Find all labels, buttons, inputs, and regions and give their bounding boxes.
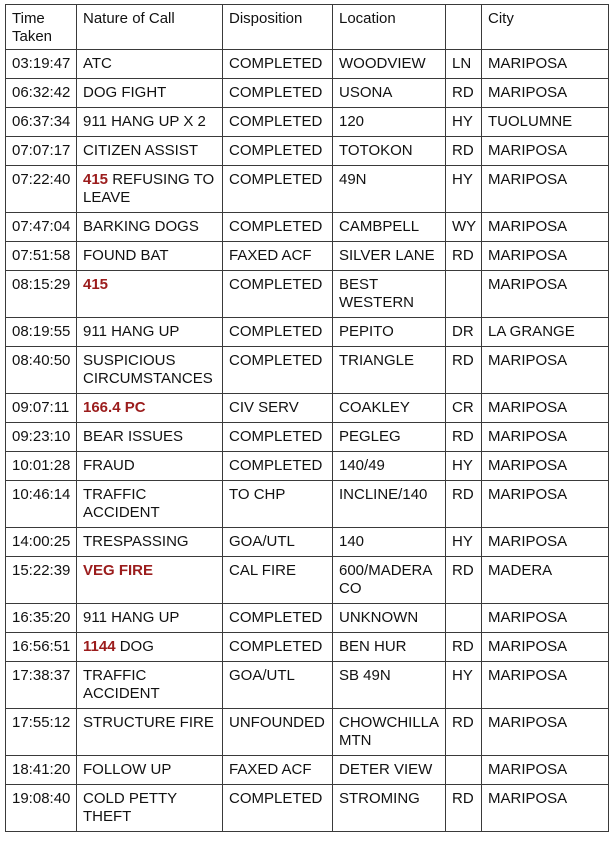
nature-text: FRAUD	[83, 457, 135, 474]
cell-disposition: COMPLETED	[223, 785, 333, 832]
nature-text: TRAFFIC ACCIDENT	[83, 667, 160, 702]
table-row	[6, 166, 609, 213]
cell-time: 18:41:20	[6, 756, 77, 785]
cell-nature	[77, 394, 223, 423]
table-row	[6, 137, 609, 166]
nature-text: DOG	[119, 638, 154, 655]
table-row	[6, 50, 609, 79]
cell-nature	[77, 423, 223, 452]
cell-suffix: DR	[446, 318, 482, 347]
nature-text: CITIZEN ASSIST	[83, 142, 199, 159]
table-row	[6, 604, 609, 633]
call-code: 415	[83, 171, 109, 188]
cell-nature	[77, 528, 223, 557]
header-city: City	[482, 5, 609, 50]
cell-nature	[77, 318, 223, 347]
table-row	[6, 557, 609, 604]
cell-location: WOODVIEW	[333, 50, 446, 79]
cell-nature	[77, 137, 223, 166]
cell-time: 07:22:40	[6, 166, 77, 213]
cell-city: MARIPOSA	[482, 481, 609, 528]
cell-city: MADERA	[482, 557, 609, 604]
cell-nature	[77, 557, 223, 604]
cell-city: MARIPOSA	[482, 347, 609, 394]
table-row	[6, 108, 609, 137]
cell-disposition: COMPLETED	[223, 604, 333, 633]
cell-city: MARIPOSA	[482, 662, 609, 709]
cell-disposition: FAXED ACF	[223, 242, 333, 271]
cell-location: TOTOKON	[333, 137, 446, 166]
cell-nature	[77, 79, 223, 108]
cell-disposition: COMPLETED	[223, 452, 333, 481]
nature-text: FOUND BAT	[83, 247, 169, 264]
nature-text: 911 HANG UP X 2	[83, 113, 206, 130]
cell-disposition: COMPLETED	[223, 213, 333, 242]
cell-suffix	[446, 756, 482, 785]
nature-text: SUSPICIOUS CIRCUMSTANCES	[83, 352, 213, 387]
header-time: Time Taken	[6, 5, 77, 50]
cell-time: 15:22:39	[6, 557, 77, 604]
cell-nature	[77, 166, 223, 213]
cell-nature	[77, 662, 223, 709]
header-location: Location	[333, 5, 446, 50]
cell-location: 600/MADERA CO	[333, 557, 446, 604]
cell-suffix: HY	[446, 528, 482, 557]
cell-time: 19:08:40	[6, 785, 77, 832]
cell-location: STROMING	[333, 785, 446, 832]
cell-nature	[77, 213, 223, 242]
cell-location: 49N	[333, 166, 446, 213]
cell-city: TUOLUMNE	[482, 108, 609, 137]
cell-time: 17:55:12	[6, 709, 77, 756]
cell-location: PEGLEG	[333, 423, 446, 452]
cell-location: USONA	[333, 79, 446, 108]
cell-suffix: RD	[446, 242, 482, 271]
cell-suffix: RD	[446, 709, 482, 756]
cell-disposition: CIV SERV	[223, 394, 333, 423]
table-row	[6, 785, 609, 832]
table-row	[6, 271, 609, 318]
cell-time: 10:46:14	[6, 481, 77, 528]
table-row	[6, 242, 609, 271]
table-row	[6, 528, 609, 557]
table-row	[6, 452, 609, 481]
cell-location: BEST WESTERN	[333, 271, 446, 318]
cell-nature	[77, 242, 223, 271]
nature-text: DOG FIGHT	[83, 84, 167, 101]
cell-city: MARIPOSA	[482, 423, 609, 452]
cell-time: 08:15:29	[6, 271, 77, 318]
call-code: VEG FIRE	[83, 562, 154, 579]
cell-city: MARIPOSA	[482, 79, 609, 108]
cell-time: 08:19:55	[6, 318, 77, 347]
cell-nature	[77, 108, 223, 137]
call-code: 415	[83, 276, 109, 293]
table-row	[6, 709, 609, 756]
cell-suffix: RD	[446, 557, 482, 604]
header-row	[6, 5, 609, 50]
cell-location: UNKNOWN	[333, 604, 446, 633]
cell-disposition: UNFOUNDED	[223, 709, 333, 756]
cell-nature	[77, 604, 223, 633]
call-code: 166.4 PC	[83, 399, 146, 416]
cell-location: INCLINE/140	[333, 481, 446, 528]
cell-time: 08:40:50	[6, 347, 77, 394]
nature-text: 911 HANG UP	[83, 609, 180, 626]
cell-city: MARIPOSA	[482, 604, 609, 633]
cell-suffix: RD	[446, 481, 482, 528]
cell-disposition: COMPLETED	[223, 423, 333, 452]
table-row	[6, 318, 609, 347]
cell-city: MARIPOSA	[482, 213, 609, 242]
table-row	[6, 756, 609, 785]
cell-nature	[77, 709, 223, 756]
cell-suffix: HY	[446, 166, 482, 213]
cell-disposition: GOA/UTL	[223, 528, 333, 557]
cell-city: MARIPOSA	[482, 242, 609, 271]
cell-city: MARIPOSA	[482, 633, 609, 662]
header-suffix	[446, 5, 482, 50]
cell-suffix: RD	[446, 79, 482, 108]
cell-disposition: FAXED ACF	[223, 756, 333, 785]
cell-city: MARIPOSA	[482, 785, 609, 832]
cell-time: 03:19:47	[6, 50, 77, 79]
table-header	[6, 5, 609, 50]
cell-city: MARIPOSA	[482, 709, 609, 756]
nature-text: STRUCTURE FIRE	[83, 714, 214, 731]
cell-suffix: CR	[446, 394, 482, 423]
cell-disposition: TO CHP	[223, 481, 333, 528]
cell-location: 140/49	[333, 452, 446, 481]
cell-time: 07:47:04	[6, 213, 77, 242]
cell-suffix	[446, 271, 482, 318]
cell-location: CAMBPELL	[333, 213, 446, 242]
cell-nature	[77, 756, 223, 785]
table-body	[6, 50, 609, 832]
nature-text: COLD PETTY THEFT	[83, 790, 177, 825]
nature-text: ATC	[83, 55, 112, 72]
cell-disposition: COMPLETED	[223, 318, 333, 347]
nature-text: REFUSING TO LEAVE	[83, 171, 215, 206]
cell-disposition: CAL FIRE	[223, 557, 333, 604]
cell-location: 140	[333, 528, 446, 557]
cell-disposition: COMPLETED	[223, 108, 333, 137]
cell-time: 06:32:42	[6, 79, 77, 108]
table-row	[6, 662, 609, 709]
cell-time: 10:01:28	[6, 452, 77, 481]
nature-text: FOLLOW UP	[83, 761, 172, 778]
cell-nature	[77, 347, 223, 394]
cell-suffix	[446, 604, 482, 633]
cell-city: MARIPOSA	[482, 394, 609, 423]
cell-city: LA GRANGE	[482, 318, 609, 347]
nature-text: TRAFFIC ACCIDENT	[83, 486, 160, 521]
cell-suffix: RD	[446, 137, 482, 166]
cell-time: 09:23:10	[6, 423, 77, 452]
cell-location: SB 49N	[333, 662, 446, 709]
cell-city: MARIPOSA	[482, 271, 609, 318]
cell-time: 17:38:37	[6, 662, 77, 709]
cell-location: COAKLEY	[333, 394, 446, 423]
nature-text: BARKING DOGS	[83, 218, 199, 235]
cell-time: 06:37:34	[6, 108, 77, 137]
cell-disposition: COMPLETED	[223, 79, 333, 108]
cell-nature	[77, 271, 223, 318]
table-row	[6, 481, 609, 528]
cell-time: 14:00:25	[6, 528, 77, 557]
header-disposition: Disposition	[223, 5, 333, 50]
cell-time: 07:07:17	[6, 137, 77, 166]
cell-suffix: HY	[446, 662, 482, 709]
cell-location: 120	[333, 108, 446, 137]
cell-disposition: COMPLETED	[223, 633, 333, 662]
cell-time: 07:51:58	[6, 242, 77, 271]
cell-city: MARIPOSA	[482, 137, 609, 166]
cell-time: 09:07:11	[6, 394, 77, 423]
cell-location: DETER VIEW	[333, 756, 446, 785]
cell-suffix: HY	[446, 452, 482, 481]
table-row	[6, 213, 609, 242]
cell-disposition: GOA/UTL	[223, 662, 333, 709]
cell-time: 16:56:51	[6, 633, 77, 662]
cell-nature	[77, 481, 223, 528]
table-row	[6, 347, 609, 394]
cell-suffix: RD	[446, 347, 482, 394]
cell-suffix: WY	[446, 213, 482, 242]
cell-city: MARIPOSA	[482, 166, 609, 213]
nature-text: BEAR ISSUES	[83, 428, 184, 445]
cell-suffix: RD	[446, 785, 482, 832]
cell-disposition: COMPLETED	[223, 347, 333, 394]
cell-nature	[77, 633, 223, 662]
call-log-table	[5, 4, 609, 832]
cell-suffix: LN	[446, 50, 482, 79]
cell-location: TRIANGLE	[333, 347, 446, 394]
cell-suffix: RD	[446, 633, 482, 662]
cell-city: MARIPOSA	[482, 756, 609, 785]
cell-nature	[77, 452, 223, 481]
cell-city: MARIPOSA	[482, 452, 609, 481]
table-row	[6, 633, 609, 662]
cell-nature	[77, 785, 223, 832]
cell-time: 16:35:20	[6, 604, 77, 633]
nature-text: 911 HANG UP	[83, 323, 180, 340]
table-row	[6, 423, 609, 452]
cell-location: CHOWCHILLA MTN	[333, 709, 446, 756]
call-code: 1144	[83, 638, 116, 655]
table-row	[6, 79, 609, 108]
cell-nature	[77, 50, 223, 79]
cell-location: SILVER LANE	[333, 242, 446, 271]
cell-disposition: COMPLETED	[223, 137, 333, 166]
header-nature: Nature of Call	[77, 5, 223, 50]
cell-location: BEN HUR	[333, 633, 446, 662]
nature-text: TRESPASSING	[83, 533, 189, 550]
cell-location: PEPITO	[333, 318, 446, 347]
cell-city: MARIPOSA	[482, 528, 609, 557]
cell-city: MARIPOSA	[482, 50, 609, 79]
cell-disposition: COMPLETED	[223, 50, 333, 79]
cell-disposition: COMPLETED	[223, 271, 333, 318]
cell-disposition: COMPLETED	[223, 166, 333, 213]
table-row	[6, 394, 609, 423]
cell-suffix: RD	[446, 423, 482, 452]
cell-suffix: HY	[446, 108, 482, 137]
